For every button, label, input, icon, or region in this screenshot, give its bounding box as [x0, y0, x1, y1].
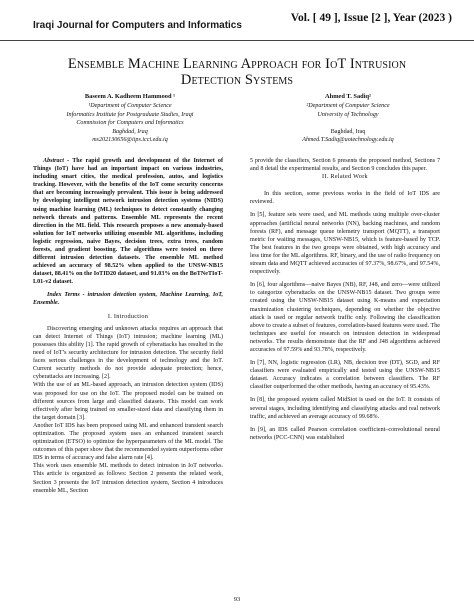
section-related-work-heading: II. Related Work [322, 173, 368, 181]
author-2-dept: ²Department of Computer Science [306, 103, 390, 110]
author-1 [30, 93, 230, 144]
author-1-name: Baseem A. Kadheem Hammood ¹ [84, 93, 176, 100]
section-introduction-heading: I. Introduction [107, 312, 149, 320]
author-1-inst-2: Commission for Computers and Informatics [76, 120, 184, 127]
intro-paragraph-4: This work uses ensemble ML methods to detect intrusion in IoT networks. This article is organized as follows: Section 2 presents the related work, Section 3 presents the IoT intrusion detection system, Section 4 introduces ensemble ML, Section [33, 463, 223, 494]
related-paragraph-6: In [9], an IDS called Pearson correlation coefficient–convolutional neural networks (PCC-CNN) was established [250, 426, 440, 441]
journal-header [0, 0, 474, 41]
author-1-dept: ¹Department of Computer Science [88, 103, 172, 110]
related-paragraph-3: In [6], four algorithms—naive Bayes (NB), RF, J48, and zero—were utilized to categorize cyberattacks on the UNSW-NB15 dataset. Two groups were created using the UNSW-NB15 dataset using K-means and expectation maximization clustering techniques, depending on whether the objective attack is used or regular network traffic only. Following the classification above to create a subset of features, correlation-based features were used. The techniques are useful for research on intrusion detection in widespread networks. The results demonstrate that the RF and J48 algorithms achieved accuracies of 97.59% and 93.78%, respectively. [250, 282, 440, 353]
index-terms: Index Terms - intrusion detection system, Machine Learning, IoT, Ensemble. [33, 291, 223, 306]
abstract-label: Abstract - [43, 158, 70, 164]
related-paragraph-2: In [5], feature sets were used, and ML methods using multiple over-cluster approaches (artificial neural networks (NN), backing machines, and random forests (RF), and message queue telemetry transport (MQTT), a transport metric for waiting messages, UNSW-NB15, which is feature-based by TCP. The best features in the two groups were obtained, with high accuracy and less time for the ML algorithms. RF, binary, and the use of radio frequency on stream data and MQTT achieved accuracies of 97.37%, 98.67%, and 97.54%, respectively. [250, 212, 440, 276]
author-2-name: Ahmed T. Sadiq² [325, 93, 371, 100]
related-paragraph-1: In this section, some previous works in the field of IoT IDS are reviewed. [250, 191, 440, 206]
author-1-city: Baghdad, Iraq [112, 128, 148, 135]
author-2 [248, 93, 448, 144]
journal-name: Iraqi Journal for Computers and Informatics [33, 20, 242, 31]
paper-title [30, 56, 444, 88]
author-1-email: ms202130656@iips.icci.edu.iq [92, 137, 168, 144]
right-column [250, 157, 440, 442]
related-paragraph-4: In [7], NN, logistic regression (LR), NB, decision tree (DT), SGD, and RF classifiers were evaluated empirically and tested using the UNSW-NB15 dataset. Accuracy indicates a correlation between classifiers. The RF classifier outperformed the other methods, having an accuracy of 95.43%. [250, 360, 440, 391]
intro-paragraph-1: Discovering emerging and unknown attacks requires an approach that can detect Internet of Things (IoT) intrusion; machine learning (ML) possesses this ability [1]. The rapid growth of cyberattacks has resulted in the need of IoT’s security architecture for intrusion detection. The security field faces serious challenges in the development of technology and the IoT. Current security methods do not provide adequate protection; hence, cyberattacks are increasing. [2]. [33, 325, 223, 381]
author-2-email: Ahmed.T.Sadiq@uotechnology.edu.iq [302, 137, 394, 144]
title-line-2: Detection Systems [180, 72, 294, 88]
page-number: 93 [233, 596, 241, 603]
title-line-1: Ensemble Machine Learning Approach for IoT Intrusion [67, 56, 407, 72]
author-2-inst: University of Technology [317, 111, 379, 118]
left-column [33, 157, 223, 495]
volume-issue: Vol. [ 49 ], Issue [2 ], Year (2023 ) [290, 12, 452, 24]
related-paragraph-5: In [8], the proposed system called MidSiot is used on the IoT. It consists of several stages, including identifying and classifying attacks and real network traffic, and achieved an average accuracy of 99.68%. [250, 397, 440, 420]
intro-paragraph-2: With the use of an ML-based approach, an intrusion detection system (IDS) was proposed for use on the IoT. The proposed model can be trained on different sources from large and classified datasets. This model can work effectively after being trained on smaller-sized data and classifying them in the target domain [3]. [33, 382, 223, 421]
abstract [33, 157, 223, 287]
abstract-text: The rapid growth and development of the Internet of Things (IoT) have had an important impact on various industries, including smart cities, the medical profession, autos, and logistics tracking. However, with the benefits of the IoT come security concerns that are becoming increasingly prevalent. This issue is being addressed by developing intelligent network intrusion detection systems (NIDS) using machine learning (ML) techniques to detect constantly changing network threats and patterns. Ensemble ML represents the recent direction in the ML field. This research proposes a new anomaly-based solution for IoT networks utilizing ensemble ML algorithms, including logistic regression, naive Bayes, decision trees, extra trees, random forests, and gradient boosting. The algorithms were tested on three different intrusion detection datasets. The ensemble ML method achieved an accuracy of 98.52% when applied to the UNSW-NB15 dataset, 88.41% on the IoTID20 dataset, and 91.03% on the BoTNeTIoT-L01-v2 dataset. [33, 158, 223, 286]
intro-paragraph-5: 5 provide the classifiers, Section 6 presents the proposed method, Sections 7 and 8 detail the experimental results, and Section 9 concludes this paper. [250, 158, 440, 173]
author-2-city: Baghdad, Iraq [330, 128, 366, 135]
author-1-inst: Informatics Institute for Postgraduate Studies, Iraqi [66, 111, 194, 118]
intro-paragraph-3: Another IoT IDS has been proposed using ML and enhanced transient search optimization. The proposed system uses an enhanced transient search optimization (ETSO) to optimize the hyperparameters of the ML model. The outcomes of this paper show that the recommended system outperforms other IDS in terms of accuracy and false alarm rate [4]. [33, 422, 223, 462]
